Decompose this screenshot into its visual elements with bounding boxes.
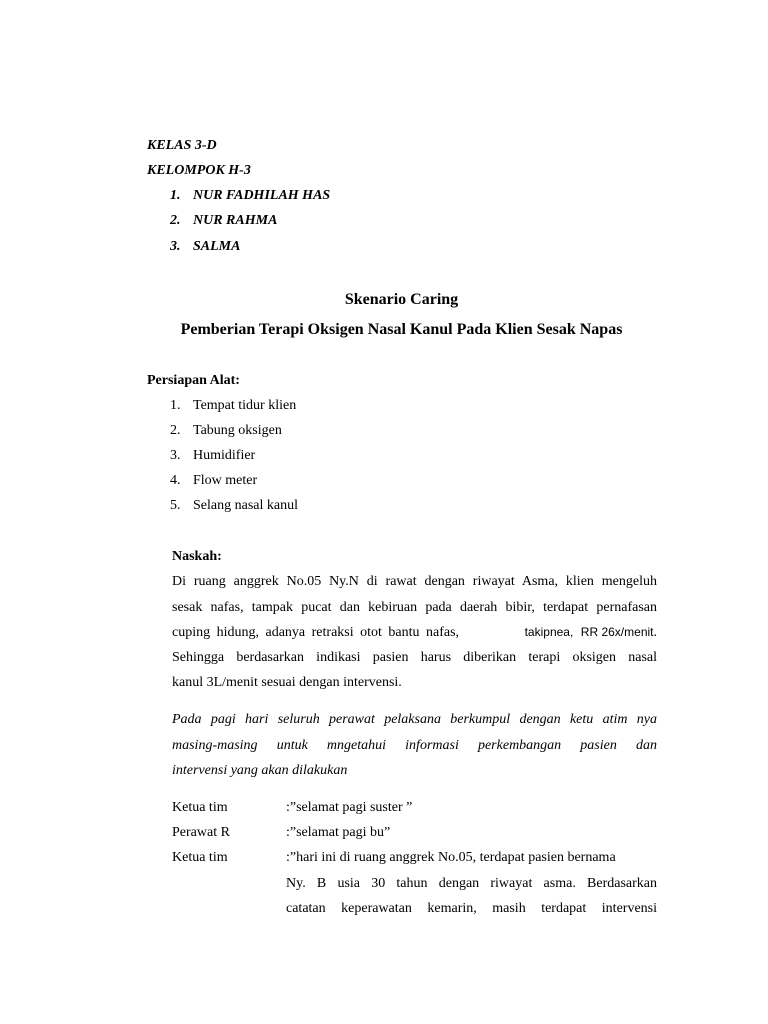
script-line-text: cuping hidung, adanya retraksi otot bantu nafas, — [172, 625, 460, 640]
vital-rr: RR 26x/menit — [580, 625, 654, 639]
page-title: Skenario Caring — [344, 291, 459, 308]
script-line — [172, 626, 657, 640]
tool-item: Selang nasal kanul — [193, 498, 298, 513]
tool-number: 4. — [170, 473, 181, 488]
tools-heading: Persiapan Alat: — [147, 373, 240, 388]
member-number: 1. — [170, 188, 181, 203]
member-name: NUR RAHMA — [193, 213, 278, 228]
member-name: SALMA — [193, 239, 241, 254]
tool-item: Humidifier — [193, 448, 256, 463]
narration-line: masing-masing untuk mngetahui informasi perkembangan pasien dan — [172, 739, 657, 753]
dialog-speaker: Ketua tim — [172, 850, 228, 865]
dialog-continuation: catatan keperawatan kemarin, masih terdapat intervensi — [286, 902, 657, 916]
dialog-speaker: Ketua tim — [172, 800, 228, 815]
member-number: 3. — [170, 239, 181, 254]
member-number: 2. — [170, 213, 181, 228]
tool-item: Flow meter — [193, 473, 258, 488]
narration-line: intervensi yang akan dilakukan — [172, 763, 348, 778]
vital-term: takipnea, — [524, 625, 574, 639]
tool-number: 5. — [170, 498, 181, 513]
group-label: KELOMPOK H-3 — [147, 163, 251, 178]
dialog-text: :”selamat pagi suster ” — [286, 800, 413, 815]
dialog-speaker: Perawat R — [172, 825, 230, 840]
script-line: sesak nafas, tampak pucat dan kebiruan pada daerah bibir, terdapat pernafasan — [172, 601, 657, 615]
script-line: Sehingga berdasarkan indikasi pasien harus diberikan terapi oksigen nasal — [172, 651, 657, 665]
script-heading: Naskah: — [172, 549, 222, 564]
dialog-continuation: Ny. B usia 30 tahun dengan riwayat asma. Berdasarkan — [286, 877, 657, 891]
tool-number: 2. — [170, 423, 181, 438]
narration-line: Pada pagi hari seluruh perawat pelaksana berkumpul dengan ketu atim nya — [172, 713, 657, 727]
tool-item: Tempat tidur klien — [193, 398, 297, 413]
vital-end: . — [653, 625, 657, 640]
member-name: NUR FADHILAH HAS — [193, 188, 331, 203]
tool-item: Tabung oksigen — [193, 423, 282, 438]
script-line: kanul 3L/menit sesuai dengan intervensi. — [172, 675, 402, 690]
tool-number: 3. — [170, 448, 181, 463]
tool-number: 1. — [170, 398, 181, 413]
script-line: Di ruang anggrek No.05 Ny.N di rawat dengan riwayat Asma, klien mengeluh — [172, 575, 657, 589]
dialog-text: :”selamat pagi bu” — [286, 825, 391, 840]
class-label: KELAS 3-D — [147, 138, 217, 153]
page-subtitle: Pemberian Terapi Oksigen Nasal Kanul Pada Klien Sesak Napas — [180, 321, 623, 338]
script-vitals — [525, 626, 657, 640]
dialog-text: :”hari ini di ruang anggrek No.05, terdapat pasien bernama — [286, 850, 616, 865]
